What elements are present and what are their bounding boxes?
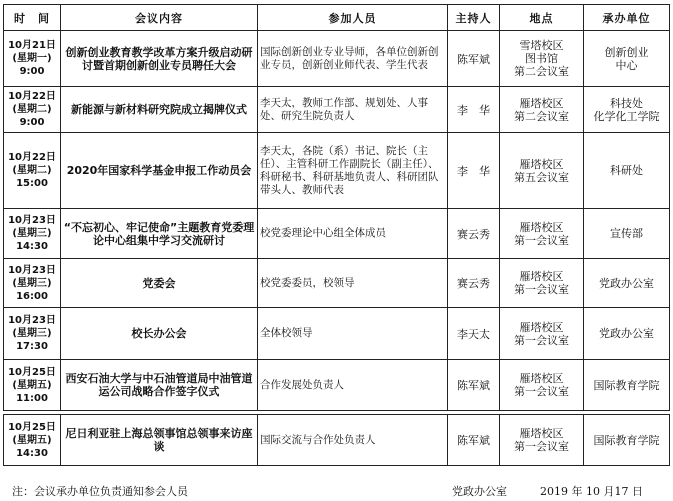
location	[500, 31, 584, 87]
organizer	[584, 308, 670, 360]
header-time: 时 间	[4, 5, 61, 31]
table-row	[4, 259, 670, 308]
time-text: 14:30	[16, 241, 48, 252]
location	[500, 209, 584, 259]
organizer	[584, 360, 670, 411]
date-text: 10月23日	[8, 264, 56, 276]
participants: 校党委委员，校领导	[258, 259, 448, 308]
footer-org: 党政办公室	[452, 485, 507, 498]
header-content: 会议内容	[61, 5, 258, 31]
day-text: (星期五)	[12, 434, 52, 446]
host: 李 华	[448, 87, 500, 133]
table-row	[4, 360, 670, 411]
footer-date: 2019 年 10 月17 日	[540, 485, 643, 498]
time-cell	[4, 259, 61, 308]
organizer-line: 党政办公室	[599, 276, 654, 290]
meeting-content: 创新创业教育教学改革方案升级启动研讨暨首期创新创业专员聘任大会	[61, 31, 258, 87]
time-cell	[4, 133, 61, 209]
header-location: 地点	[500, 5, 584, 31]
location	[500, 360, 584, 411]
day-text: (星期三)	[12, 277, 52, 289]
time-cell	[4, 209, 61, 259]
location-line: 雁塔校区	[519, 320, 564, 334]
location	[500, 415, 584, 466]
participants: 合作发展处负责人	[258, 360, 448, 411]
organizer	[584, 87, 670, 133]
header-host: 主持人	[448, 5, 500, 31]
table-row	[4, 133, 670, 209]
meeting-content: 党委会	[61, 259, 258, 308]
time-text: 17:30	[16, 341, 48, 352]
header-participants: 参加人员	[258, 5, 448, 31]
table-row	[4, 31, 670, 87]
time-text: 16:00	[16, 290, 48, 302]
organizer	[584, 31, 670, 87]
day-text: (星期一)	[12, 53, 52, 64]
organizer	[584, 415, 670, 466]
date-text: 10月22日	[8, 152, 56, 163]
participants: 李天太，各院（系）书记、院长（主任）、主管科研工作副院长（副主任）、科研秘书、科研基地负责人、科研团队带头人、教师代表	[258, 133, 448, 209]
location-line: 第一会议室	[514, 333, 569, 347]
meeting-content: 2020年国家科学基金申报工作动员会	[61, 133, 258, 209]
host: 李天太	[448, 308, 500, 360]
organizer-line: 创新创业	[604, 45, 649, 59]
date-text: 10月23日	[8, 315, 56, 326]
time-cell	[4, 360, 61, 411]
location-line: 雁塔校区	[519, 96, 564, 110]
date-text: 10月25日	[8, 421, 56, 433]
meeting-content: “不忘初心、牢记使命”主题教育党委理论中心组集中学习交流研讨	[61, 209, 258, 259]
time-text: 9:00	[19, 66, 45, 77]
header-organizer: 承办单位	[584, 5, 670, 31]
table-row	[4, 415, 670, 466]
location-line: 第一会议室	[514, 440, 569, 453]
time-text: 15:00	[16, 178, 48, 189]
organizer-line: 化学化工学院	[593, 109, 660, 123]
day-text: (星期二)	[12, 165, 52, 176]
table-row	[4, 308, 670, 360]
participants: 国际创新创业专业导师，各单位创新创业专员，创新创业师代表、学生代表	[258, 31, 448, 87]
header-row	[4, 5, 670, 31]
location-line: 雁塔校区	[519, 157, 564, 171]
host: 赛云秀	[448, 209, 500, 259]
table-row	[4, 209, 670, 259]
host: 陈军斌	[448, 31, 500, 87]
participants: 校党委理论中心组全体成员	[258, 209, 448, 259]
location-line: 第二会议室	[514, 65, 569, 78]
participants: 全体校领导	[258, 308, 448, 360]
host: 陈军斌	[448, 360, 500, 411]
time-cell	[4, 87, 61, 133]
time-text: 11:00	[16, 392, 48, 404]
location-line: 第一会议室	[514, 233, 569, 247]
day-text: (星期五)	[12, 379, 52, 391]
location-line: 第一会议室	[514, 385, 569, 398]
location-line: 图书馆	[525, 52, 558, 65]
meeting-content: 校长办公会	[61, 308, 258, 360]
location-line: 雁塔校区	[519, 220, 564, 234]
participants: 李天太，教师工作部、规划处、人事处、研究生院负责人	[258, 87, 448, 133]
location-line: 第五会议室	[514, 170, 569, 184]
time-text: 14:30	[16, 447, 48, 459]
meeting-schedule-table	[3, 4, 670, 466]
time-text: 9:00	[19, 117, 45, 128]
location-line: 雁塔校区	[519, 270, 564, 283]
location-line: 雁塔校区	[519, 372, 564, 385]
participants: 国际交流与合作处负责人	[258, 415, 448, 466]
date-text: 10月21日	[8, 40, 56, 51]
time-cell	[4, 415, 61, 466]
date-text: 10月22日	[8, 91, 56, 102]
location	[500, 259, 584, 308]
day-text: (星期三)	[12, 328, 52, 339]
organizer-line: 宣传部	[610, 227, 643, 240]
meeting-content: 尼日利亚驻上海总领事馆总领事来访座谈	[61, 415, 258, 466]
host: 李 华	[448, 133, 500, 209]
location-line: 雪塔校区	[519, 39, 564, 52]
organizer	[584, 209, 670, 259]
organizer	[584, 259, 670, 308]
host: 陈军斌	[448, 415, 500, 466]
time-cell	[4, 308, 61, 360]
date-text: 10月23日	[8, 215, 56, 226]
organizer-line: 国际教育学院	[593, 433, 660, 447]
organizer-line: 科技处	[610, 96, 643, 110]
location-line: 雁塔校区	[519, 427, 564, 440]
date-text: 10月25日	[8, 366, 56, 378]
footer-note: 注：会议承办单位负责通知参会人员	[12, 485, 188, 498]
day-text: (星期三)	[12, 228, 52, 239]
organizer	[584, 133, 670, 209]
meeting-content: 新能源与新材料研究院成立揭牌仪式	[61, 87, 258, 133]
meeting-content: 西安石油大学与中石油管道局中油管道运公司战略合作签字仪式	[61, 360, 258, 411]
location	[500, 133, 584, 209]
host: 赛云秀	[448, 259, 500, 308]
organizer-line: 中心	[615, 58, 638, 72]
footer	[0, 483, 673, 499]
time-cell	[4, 31, 61, 87]
day-text: (星期二)	[12, 104, 52, 115]
organizer-line: 国际教育学院	[593, 378, 660, 392]
location-line: 第二会议室	[514, 109, 569, 123]
location	[500, 308, 584, 360]
location-line: 第一会议室	[514, 283, 569, 296]
organizer-line: 党政办公室	[599, 327, 654, 340]
location	[500, 87, 584, 133]
table-row	[4, 87, 670, 133]
organizer-line: 科研处	[610, 164, 643, 177]
